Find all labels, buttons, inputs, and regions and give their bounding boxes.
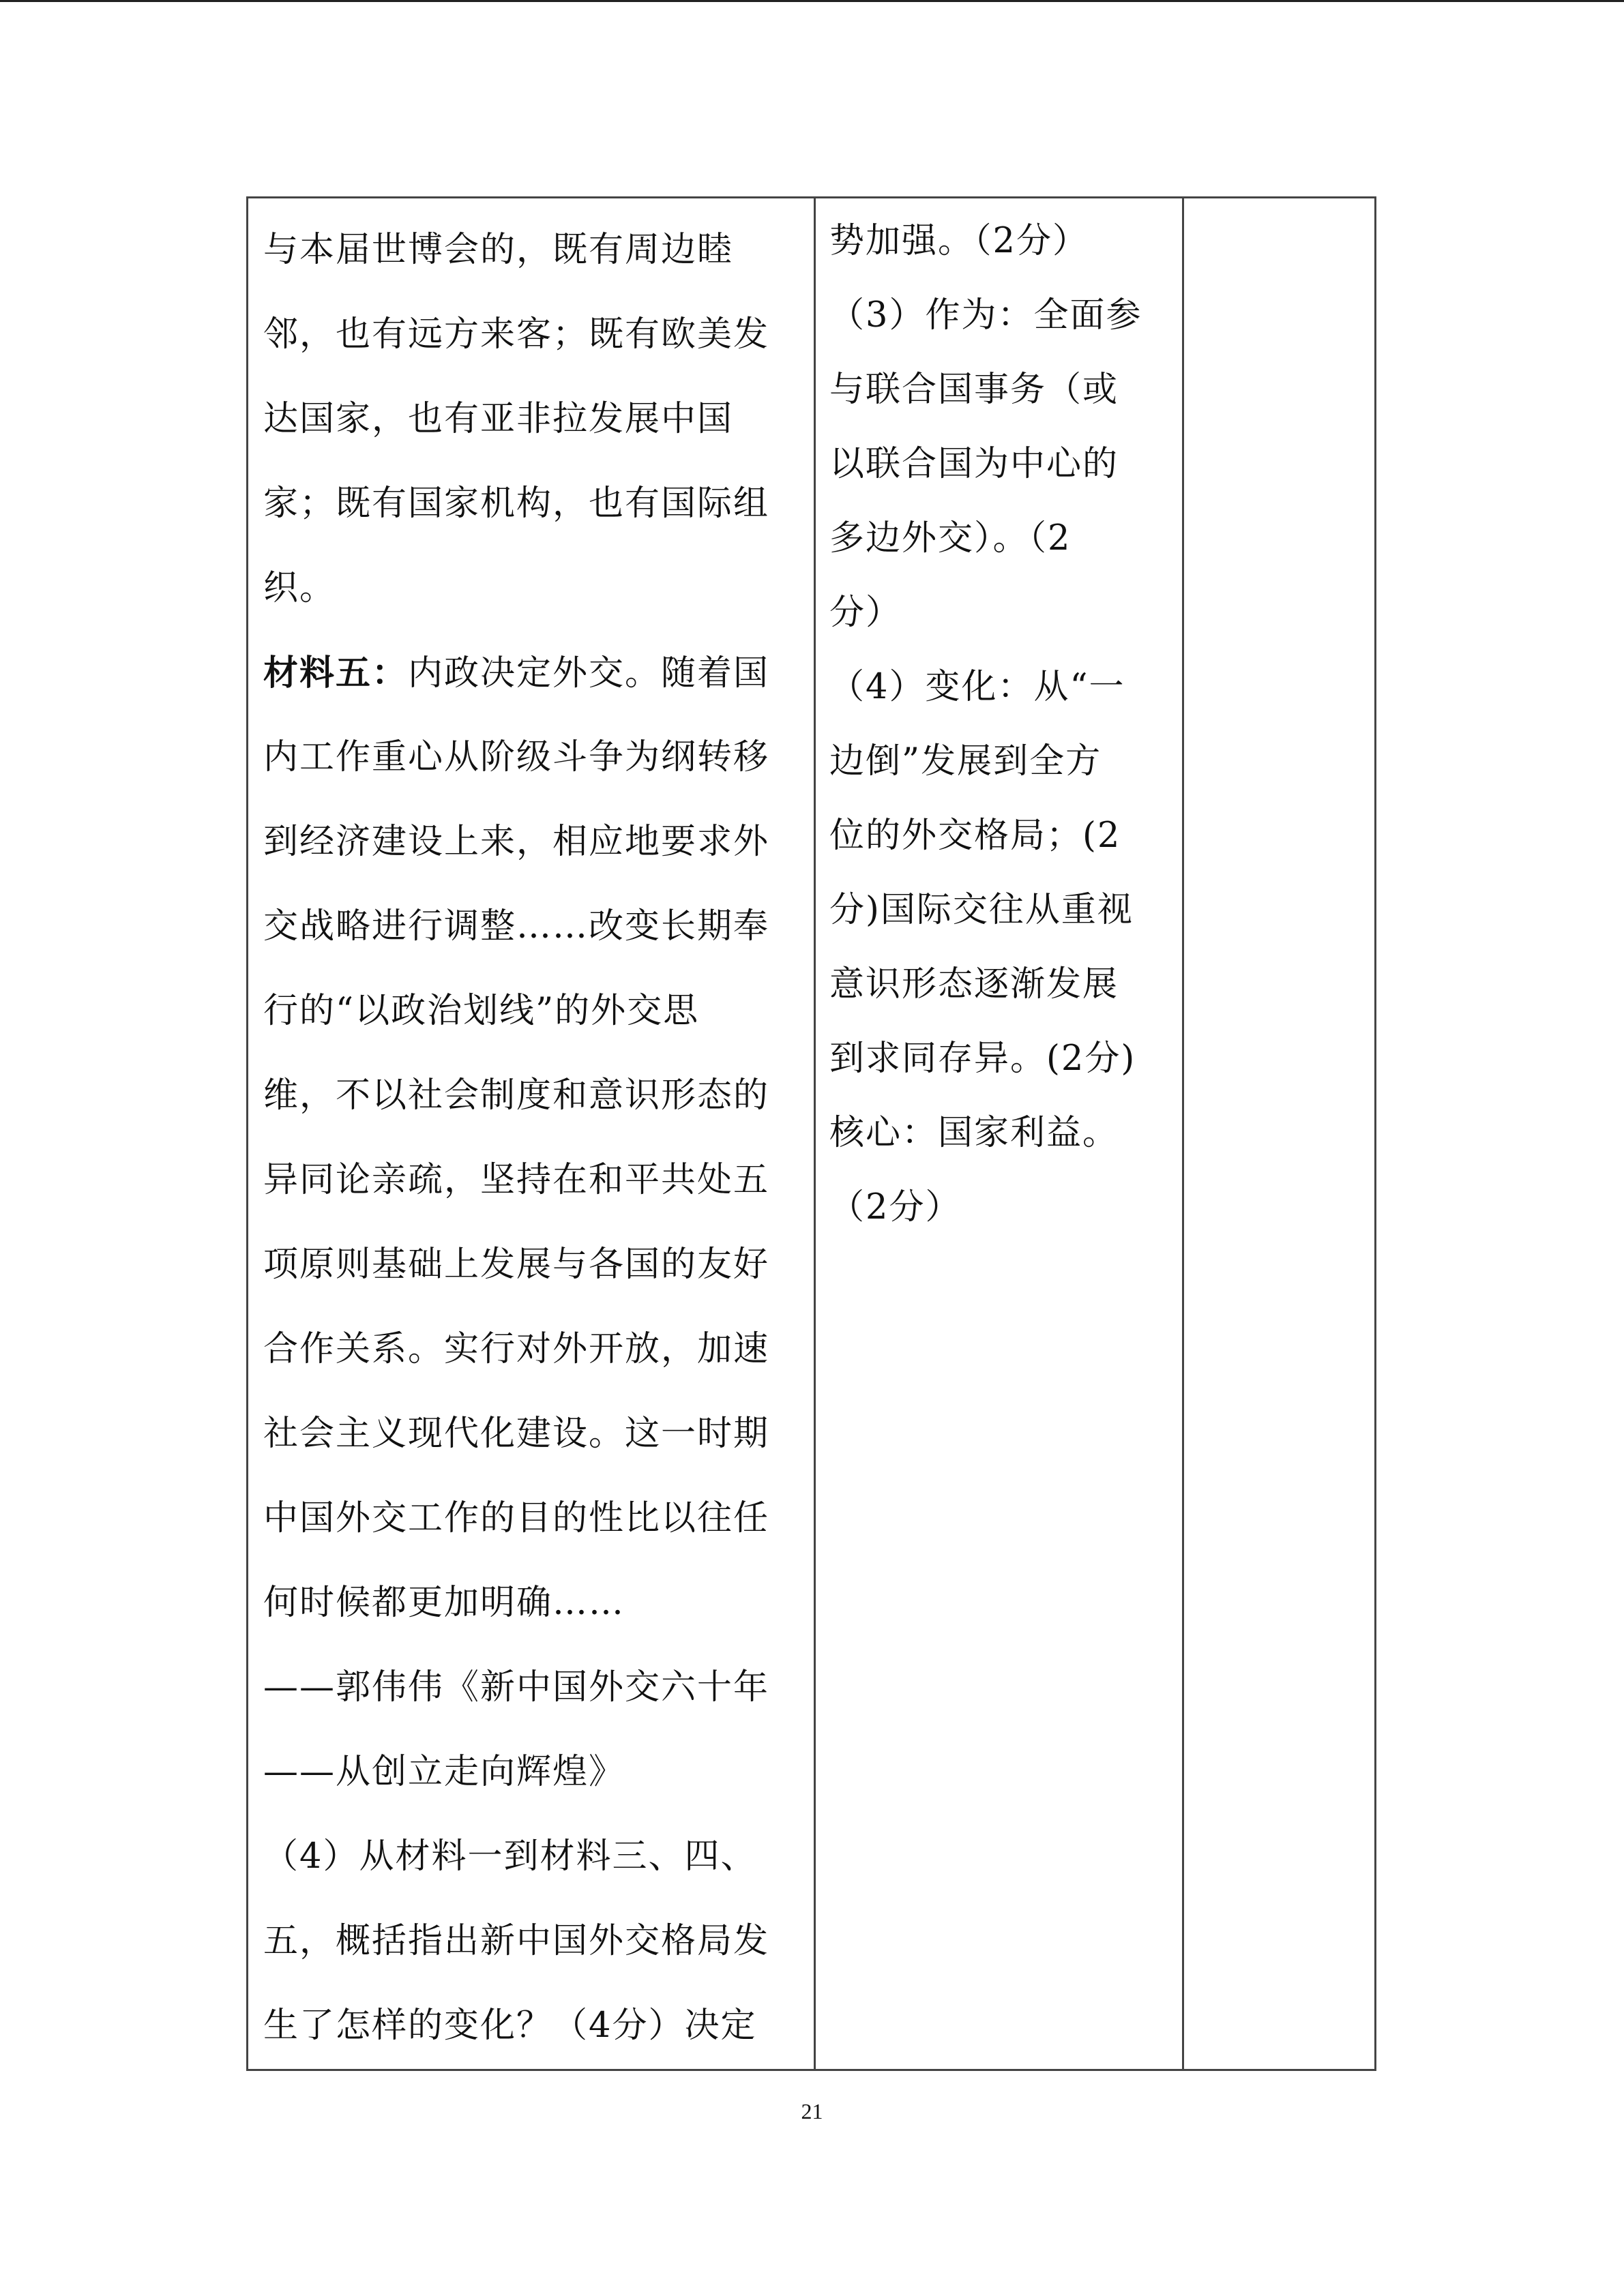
question-line: 异同论亲疏，坚持在和平共处五 (263, 1160, 770, 1200)
answer-line: （4）变化：从“一 (829, 667, 1125, 707)
citation-line: ——从创立走向辉煌》 (263, 1752, 625, 1792)
question-line: 达国家，也有亚非拉发展中国 (263, 399, 734, 439)
page-number: 21 (801, 2099, 823, 2123)
answer-line: 分） (829, 593, 902, 633)
material-five-line (263, 631, 801, 715)
question-line: 织。 (263, 568, 336, 608)
answer-line: 意识形态逐渐发展 (829, 964, 1119, 1004)
answer-line: 与联合国事务（或 (829, 370, 1119, 410)
answer-line: 多边外交）。（2 (829, 518, 1072, 558)
answer-line: 位的外交格局；(2 (829, 816, 1121, 856)
question-line: 行的“以政治划线”的外交思 (263, 991, 700, 1031)
question-line: 交战略进行调整……改变长期奉 (263, 906, 770, 946)
material-five-label: 材料五： (263, 653, 409, 694)
question-line: 维，不以社会制度和意识形态的 (263, 1075, 770, 1116)
question-line: 项原则基础上发展与各国的友好 (263, 1244, 770, 1285)
question-column (248, 198, 816, 2069)
answer-line: 边倒”发展到全方 (829, 741, 1102, 781)
question-line: 五，概括指出新中国外交格局发 (263, 1921, 770, 1961)
answer-line: （3）作为：全面参 (829, 295, 1142, 336)
question-line: 合作关系。实行对外开放，加速 (263, 1329, 770, 1369)
citation-line: ——郭伟伟《新中国外交六十年 (263, 1667, 770, 1708)
answer-line: 势加强。（2分） (829, 221, 1089, 261)
answer-line: 核心：国家利益。 (829, 1113, 1119, 1153)
answer-line: （2分） (829, 1187, 962, 1227)
answer-line: 以联合国为中心的 (829, 444, 1119, 484)
question-line: 何时候都更加明确…… (263, 1583, 625, 1623)
question-line: 内工作重心从阶级斗争为纲转移 (263, 737, 770, 777)
question-line: 生了怎样的变化？（4分）决定 (263, 2006, 757, 2046)
material-five-text: 内政决定外交。随着国 (408, 653, 770, 694)
question-line: 与本届世博会的，既有周边睦 (263, 230, 734, 270)
answer-line: 分)国际交往从重视 (829, 890, 1134, 930)
question-line: （4）从材料一到材料三、四、 (263, 1836, 757, 1877)
question-line: 到经济建设上来，相应地要求外 (263, 822, 770, 862)
question-line: 邻，也有远方来客；既有欧美发 (263, 314, 770, 355)
answer-line: 到求同存异。(2分) (829, 1039, 1136, 1079)
question-line: 中国外交工作的目的性比以往任 (263, 1498, 770, 1538)
question-line: 社会主义现代化建设。这一时期 (263, 1414, 770, 1454)
answer-table (246, 196, 1376, 2071)
answer-column (816, 198, 1184, 2069)
top-border-line (0, 0, 1624, 2)
question-line: 家；既有国家机构，也有国际组 (263, 483, 770, 524)
blank-column (1184, 198, 1374, 2069)
